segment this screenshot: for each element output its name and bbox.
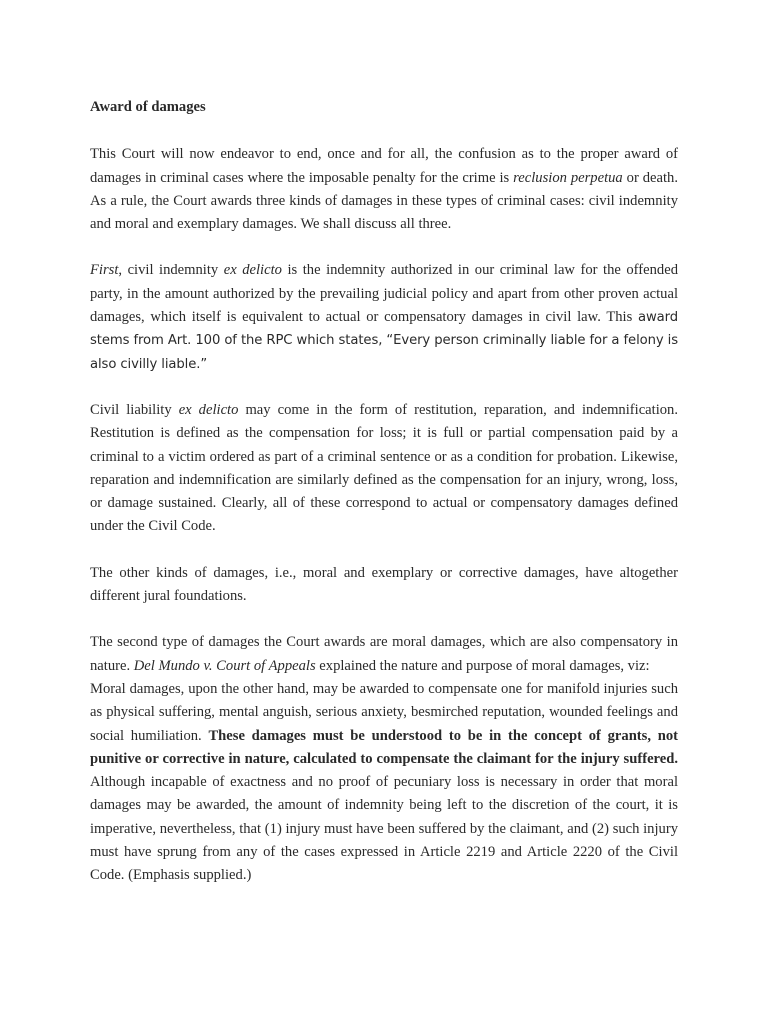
case-citation: Del Mundo v. Court of Appeals <box>133 657 316 674</box>
paragraph-intro-text: This Court will now endeavor to end, once and for all, the confusion as to the proper award of damages in criminal cases where the imposable penalty for the crime is <box>90 146 678 186</box>
paragraph-civil-liability <box>90 399 678 539</box>
ex-delicto-term-2: ex delicto <box>178 401 239 418</box>
moral-damages-text: The second type of damages the Court awards are moral damages, which are also compensatory in nature. <box>90 634 678 674</box>
civil-indemnity-text: , civil indemnity <box>118 262 224 279</box>
paragraph-other-kinds: The other kinds of damages, i.e., moral and exemplary or corrective damages, have altogether different jural foundations. <box>90 564 678 605</box>
first-term: First <box>90 262 119 279</box>
rpc-quote-text: award stems from Art. 100 of the RPC which states, “Every person criminally liable for a felony is also civilly liable.” <box>90 310 678 372</box>
reclusion-perpetua-term: reclusion perpetua <box>513 169 623 186</box>
paragraph-intro-text-end: or death. As a rule, the Court awards three kinds of damages in these types of criminal cases: civil indemnity and moral and exemplary damages. We shall discuss all three. <box>90 169 678 233</box>
emphasized-ruling-text: These damages must be understood to be in the concept of grants, not punitive or corrective in nature, calculated to compensate the claimant for the injury suffered. <box>90 727 679 767</box>
quoted-ruling-text: Moral damages, upon the other hand, may be awarded to compensate one for manifold injuries such as physical suffering, mental anguish, serious anxiety, besmirched reputation, wounded feelings and social humiliation. <box>90 680 678 744</box>
civil-indemnity-text-middle: is the indemnity authorized in our criminal law for the offended party, in the amount authorized by the prevailing judicial policy and apart from other proven actual damages, which itself is equivalent to actual or compensatory damages in civil law. This <box>90 262 678 326</box>
civil-liability-text-end: may come in the form of restitution, reparation, and indemnification. Restitution is defined as the compensation for loss; it is full or partial compensation paid by a criminal to a victim ordered as part of a criminal sentence or as a condition for probation. Likewise, reparation and indemnification are similarly defined as the compensation for an injury, wrong, loss, or damage sustained. Clearly, all of these correspond to actual or compensatory damages defined under the Civil Code. <box>90 401 679 535</box>
ex-delicto-term: ex delicto <box>223 262 282 279</box>
section-heading: Award of damages <box>90 99 206 115</box>
paragraph-quoted-ruling <box>90 678 678 888</box>
moral-damages-text-end: explained the nature and purpose of moral damages, viz: <box>315 657 650 674</box>
paragraph-intro <box>90 143 678 236</box>
quoted-ruling-text-end: Although incapable of exactness and no proof of pecuniary loss is necessary in order that moral damages may be awarded, the amount of indemnity being left to the discretion of the court, it is imperative, nevertheless, that (1) injury must have been suffered by the claimant, and (2) such injury must have sprung from any of the cases expressed in Article 2219 and Article 2220 of the Civil Code. (Emphasis supplied.) <box>90 774 678 884</box>
paragraph-civil-indemnity <box>90 259 678 375</box>
civil-liability-text: Civil liability <box>90 401 179 418</box>
paragraph-moral-damages <box>90 631 678 678</box>
